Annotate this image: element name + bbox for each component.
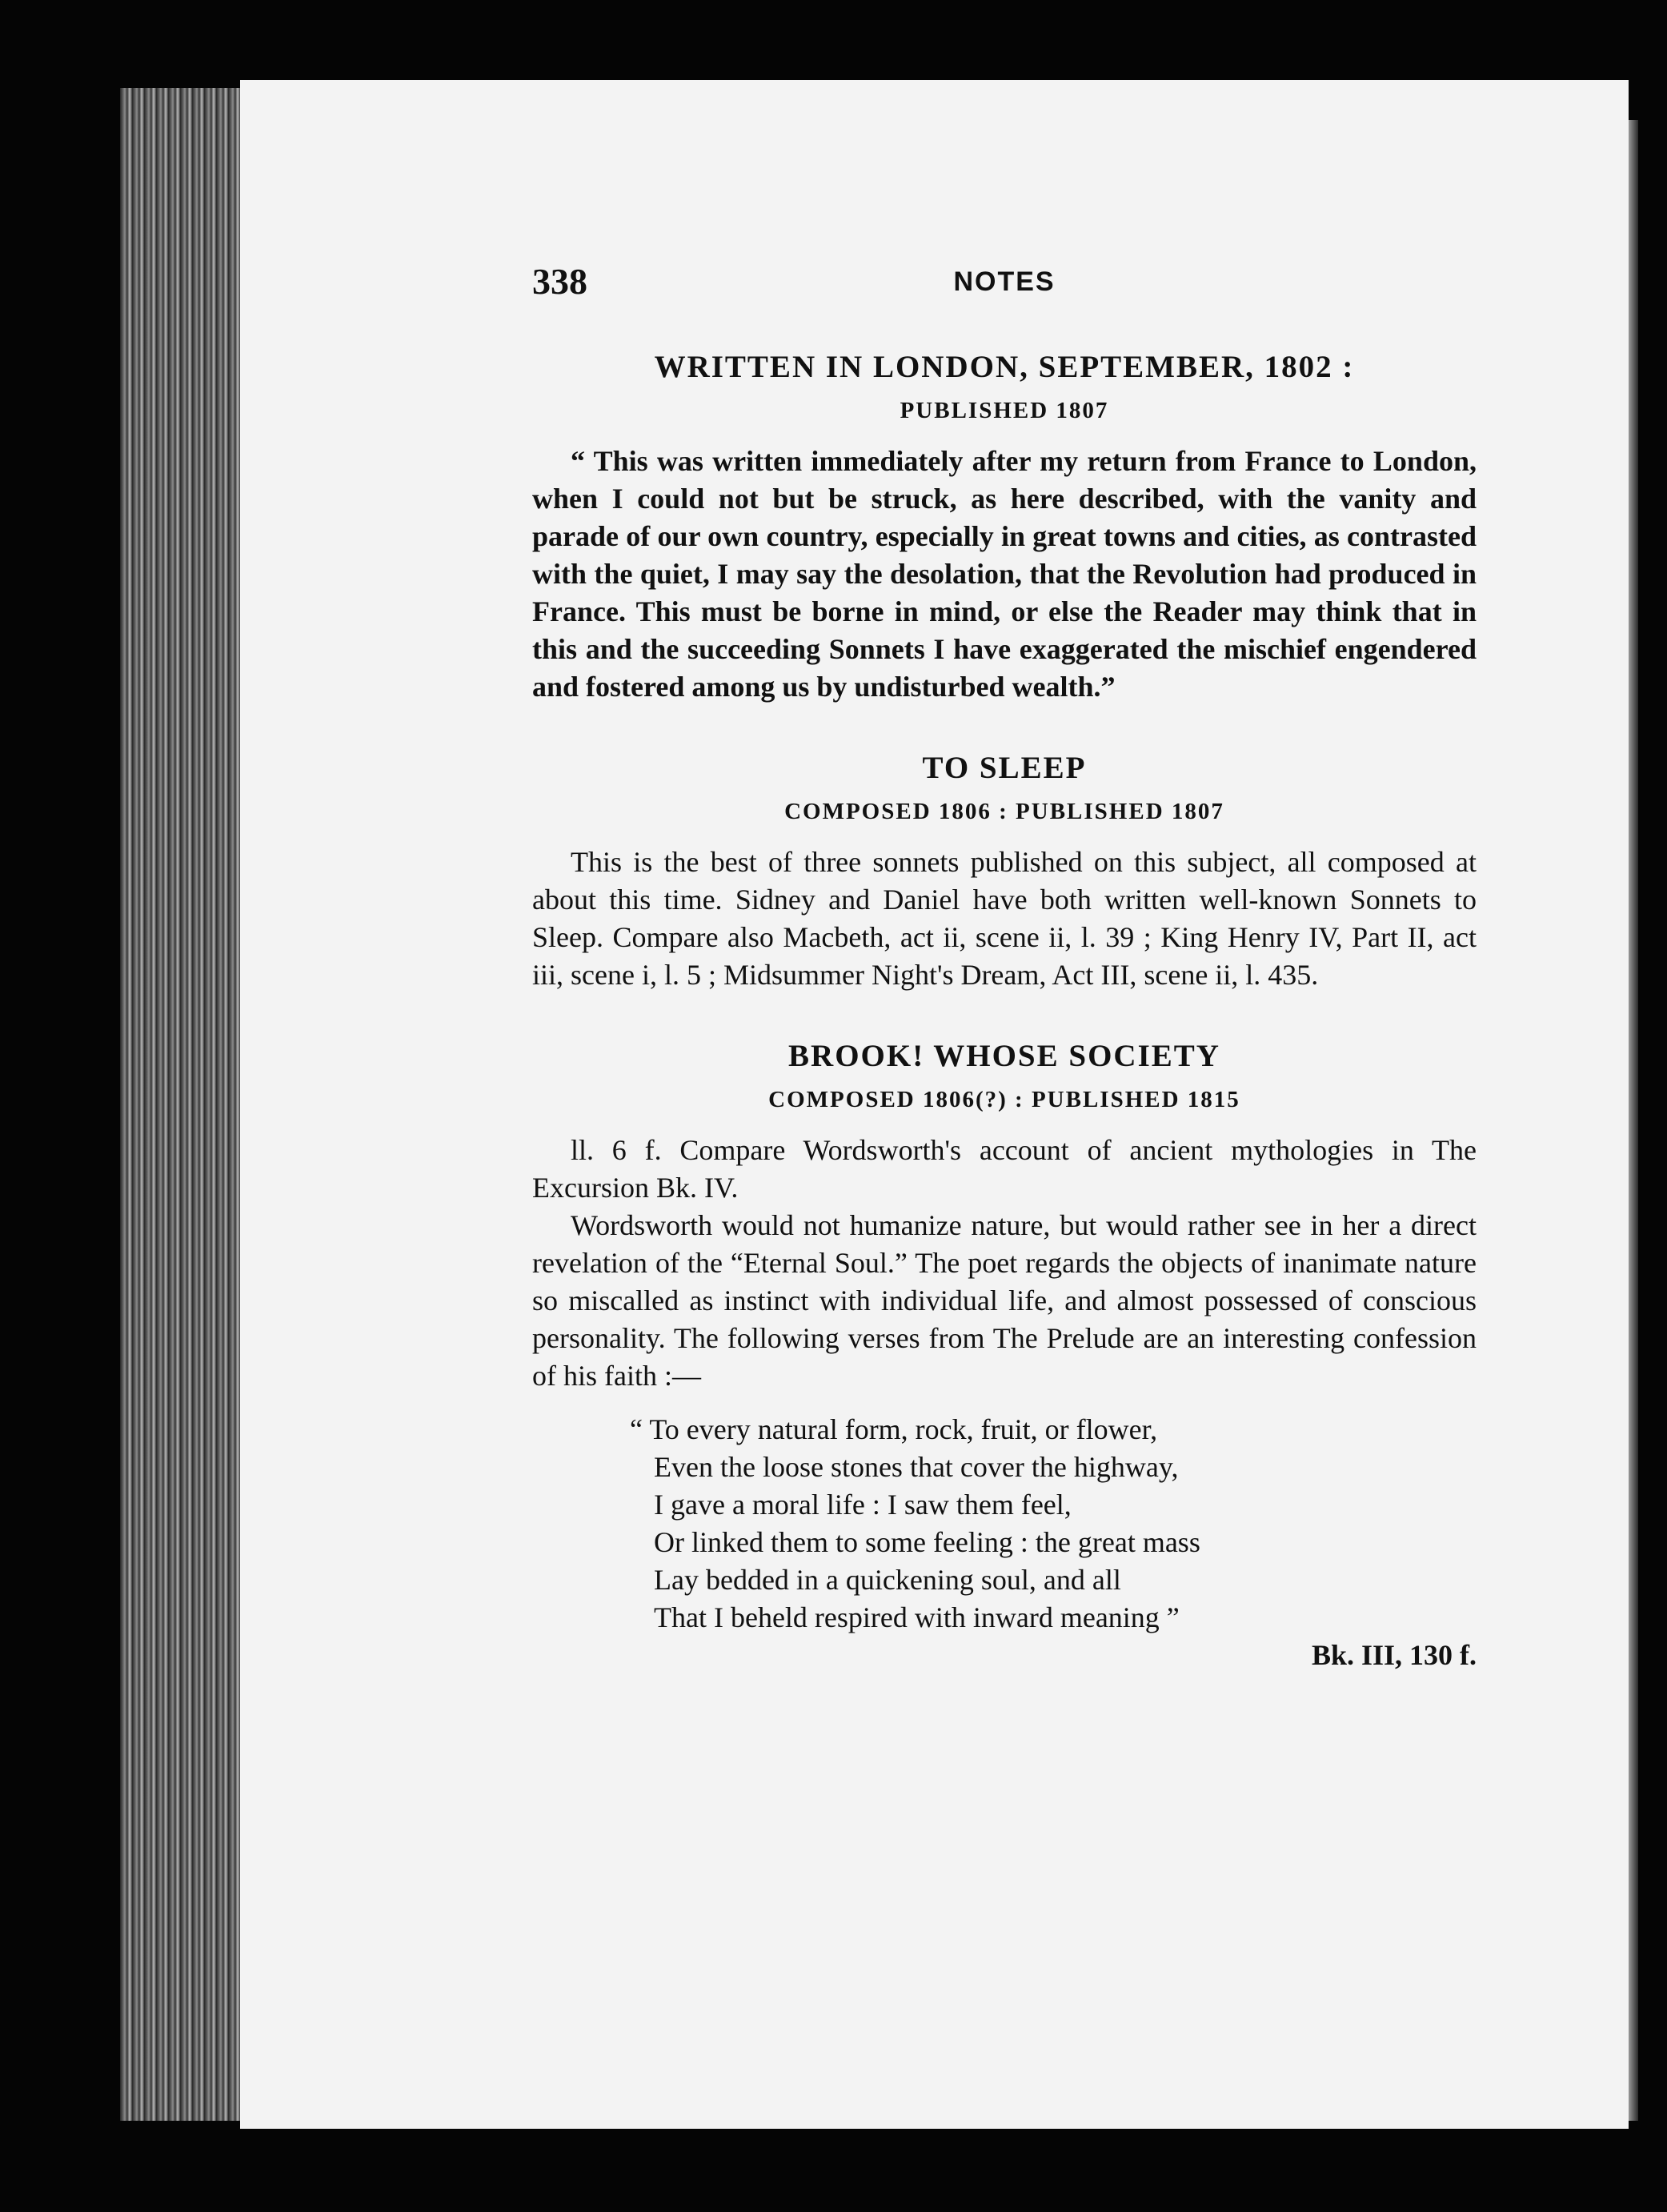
verse-line: “ To every natural form, rock, fruit, or flower, xyxy=(630,1413,1158,1445)
section-subtitle: PUBLISHED 1807 xyxy=(900,398,1109,423)
section-subtitle: COMPOSED 1806 : PUBLISHED 1807 xyxy=(784,799,1224,824)
section-subtitle: COMPOSED 1806(?) : PUBLISHED 1815 xyxy=(768,1087,1240,1112)
section-brook-whose-society xyxy=(532,1037,1477,1674)
verse-attribution: Bk. III, 130 f. xyxy=(1311,1639,1477,1671)
verse-quotation xyxy=(630,1411,1477,1637)
note-paragraph: “ This was written immediately after my return from France to London, when I could not but be struck, as here described, with the vanity and parade of our own country, especially in great towns and cities, as contrasted with the quiet, I may say the desolation, that the Revolution had produced in France. This must be borne in mind, or else the Reader may think that in this and the succeeding Sonnets I have exaggerated the mischief engendered and fostered among us by undisturbed wealth.” xyxy=(532,445,1477,703)
verse-line: That I beheld respired with inward meaning ” xyxy=(654,1601,1180,1633)
running-title: NOTES xyxy=(953,266,1056,297)
section-title: WRITTEN IN LONDON, SEPTEMBER, 1802 : xyxy=(654,350,1355,384)
note-paragraph: This is the best of three sonnets published on this subject, all composed at about this time. Sidney and Daniel have both written well-known Sonnets to Sleep. Compare also Macbeth, act ii, scene ii, l. 39 ; King Henry IV, Part II, act iii, scene i, l. 5 ; Midsummer Night's Dream, Act III, scene ii, l. 435. xyxy=(532,846,1477,991)
page-content xyxy=(532,348,1477,1674)
verse-line: Or linked them to some feeling : the great mass xyxy=(654,1526,1200,1558)
verse-line: Lay bedded in a quickening soul, and all xyxy=(654,1564,1121,1596)
section-title: TO SLEEP xyxy=(922,751,1087,785)
verse-line: Even the loose stones that cover the highway, xyxy=(654,1451,1179,1483)
book-spine-edge xyxy=(120,88,256,2121)
section-written-in-london xyxy=(532,348,1477,706)
note-paragraph: ll. 6 f. Compare Wordsworth's account of ancient mythologies in The Excursion Bk. IV. xyxy=(532,1134,1477,1204)
running-header xyxy=(532,260,1477,308)
section-to-sleep xyxy=(532,749,1477,994)
section-title: BROOK! WHOSE SOCIETY xyxy=(788,1039,1220,1073)
verse-line: I gave a moral life : I saw them feel, xyxy=(654,1489,1072,1521)
note-paragraph: Wordsworth would not humanize nature, but would rather see in her a direct revelation of the “Eternal Soul.” The poet regards the objects of inanimate nature so miscalled as instinct with individual life, and almost possessed of conscious personality. The following verses from The Prelude are an interesting confession of his faith :— xyxy=(532,1209,1477,1392)
page-number: 338 xyxy=(532,261,587,302)
page-right-edge xyxy=(1629,120,1638,2121)
